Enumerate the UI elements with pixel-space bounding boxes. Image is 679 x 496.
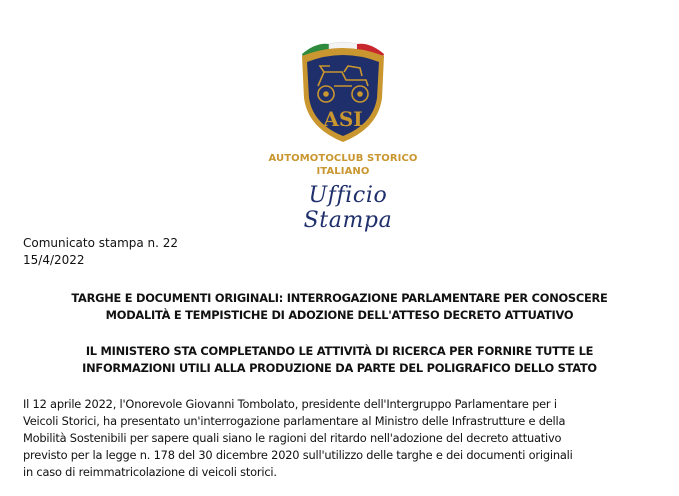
headline-line2: MODALITÀ E TEMPISTICHE DI ADOZIONE DELL'ATTESO DECRETO ATTUATIVO — [105, 308, 574, 322]
logo-letters: ASI — [323, 107, 363, 131]
body-line: Il 12 aprile 2022, l'Onorevole Giovanni Tombolato, presidente dell'Intergruppo Parlamentare per i — [23, 397, 557, 411]
headline — [20, 290, 659, 324]
subheadline — [20, 343, 659, 377]
body-paragraph — [23, 396, 663, 481]
body-line: Veicoli Storici, ha presentato un'interrogazione parlamentare al Ministro delle Infrastrutture e della — [23, 414, 566, 428]
body-line: Mobilità Sostenibili per sapere quali siano le ragioni del ritardo nell'adozione del decreto attuativo — [23, 431, 562, 445]
body-line: previsto per la legge n. 178 del 30 dicembre 2020 sull'utilizzo delle targhe e dei documenti originali — [23, 448, 573, 462]
subheadline-line2: INFORMAZIONI UTILI ALLA PRODUZIONE DA PARTE DEL POLIGRAFICO DELLO STATO — [82, 361, 597, 375]
subheadline-line1: IL MINISTERO STA COMPLETANDO LE ATTIVITÀ DI RICERCA PER FORNIRE TUTTE LE — [85, 344, 594, 358]
release-number: Comunicato stampa n. 22 — [23, 236, 179, 250]
headline-line1: TARGHE E DOCUMENTI ORIGINALI: INTERROGAZIONE PARLAMENTARE PER CONOSCERE — [71, 291, 608, 305]
body-line: in caso di reimmatricolazione di veicoli storici. — [23, 465, 277, 479]
asi-shield-emblem — [296, 36, 390, 146]
organization-name — [258, 152, 428, 178]
organization-name-line1: AUTOMOTOCLUB STORICO — [268, 153, 418, 164]
organization-name-line2: ITALIANO — [316, 166, 370, 177]
asi-logo — [296, 36, 390, 146]
release-date: 15/4/2022 — [23, 253, 85, 267]
press-office-signature: Ufficio Stampa — [303, 183, 393, 233]
release-meta — [23, 235, 178, 269]
